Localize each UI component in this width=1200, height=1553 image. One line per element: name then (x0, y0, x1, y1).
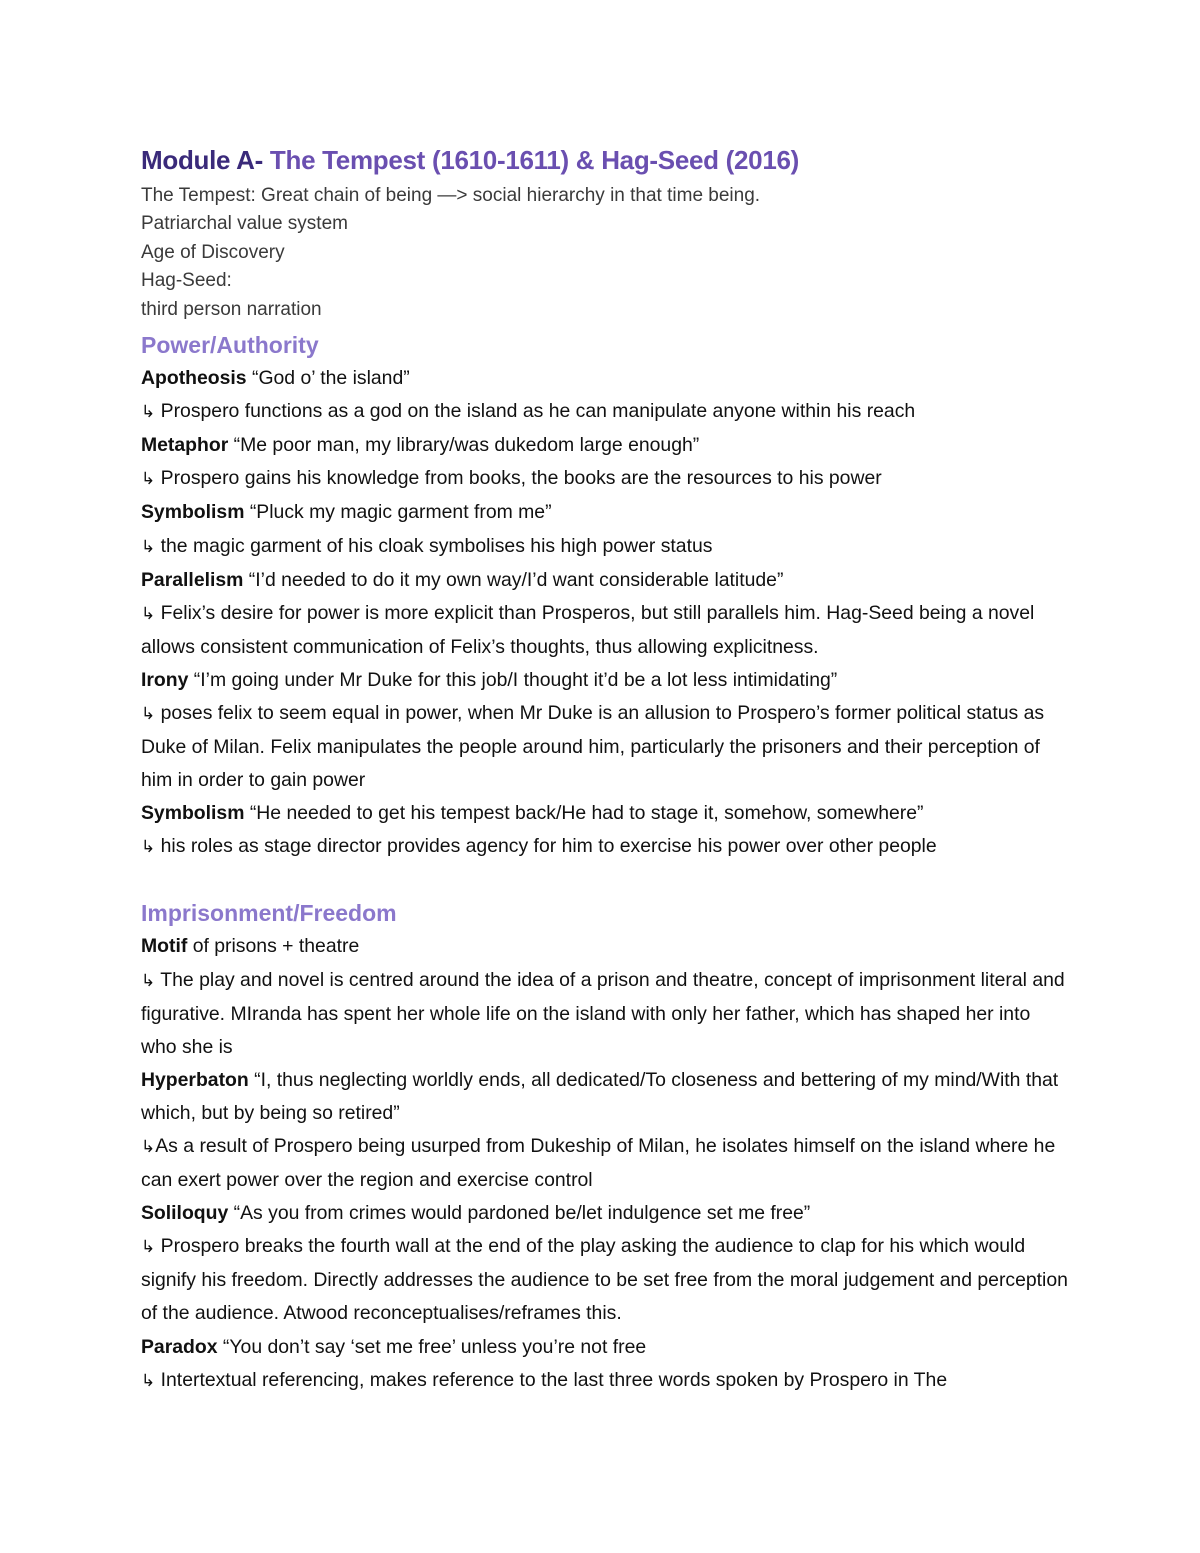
entry-quote: “Pluck my magic garment from me” (244, 501, 552, 524)
entry-term-line (141, 1064, 1071, 1130)
entry-explanation (141, 530, 1071, 564)
entry-explanation (141, 830, 1071, 864)
entry-quote: “You don’t say ‘set me free’ unless you’re not free (217, 1335, 647, 1358)
arrow-icon: ↳ (141, 402, 156, 423)
entry-term-line (141, 362, 1071, 395)
arrow-icon: ↳ (141, 1237, 156, 1258)
arrow-icon: ↳ (141, 469, 156, 490)
entry-quote: “As you from crimes would pardoned be/let indulgence set me free” (228, 1202, 811, 1225)
literary-technique: Irony (141, 668, 189, 691)
intro-line: third person narration (141, 298, 322, 320)
section-body-power-authority (141, 362, 1071, 864)
explanation-text: Intertextual referencing, makes reference to the last three words spoken by Prospero in The (160, 1368, 948, 1391)
entry-term-line (141, 1331, 1071, 1364)
page-title (141, 142, 1071, 178)
explanation-text: As a result of Prospero being usurped from Dukeship of Milan, he isolates himself on the island where he can exert power over the region and exercise control (141, 1135, 1056, 1192)
arrow-icon: ↳ (141, 703, 156, 724)
intro-notes (141, 182, 1071, 324)
entry-term-line (141, 564, 1071, 597)
title-prefix: Module A- (141, 145, 270, 175)
literary-technique: Paradox (141, 1335, 218, 1358)
arrow-icon: ↳ (141, 603, 156, 624)
entry-quote: “God o’ the island” (246, 367, 410, 390)
entry-term-line (141, 429, 1071, 462)
entry-explanation (141, 964, 1071, 1064)
literary-technique: Parallelism (141, 568, 244, 591)
entry-explanation (141, 462, 1071, 496)
literary-technique: Symbolism (141, 501, 245, 524)
intro-line: The Tempest: Great chain of being —> social hierarchy in that time being. (141, 185, 761, 206)
document-page (141, 142, 1071, 1398)
entry-explanation (141, 697, 1071, 797)
entry-quote: “I’d needed to do it my own way/I’d want considerable latitude” (243, 568, 784, 591)
literary-technique: Motif (141, 935, 188, 958)
literary-technique: Symbolism (141, 802, 245, 825)
literary-technique: Metaphor (141, 434, 229, 457)
explanation-text: Felix’s desire for power is more explicit than Prosperos, but still parallels him. Hag-Seed being a novel allows consistent communication of Felix’s thoughts, thus allowing explicitness. (141, 601, 1035, 658)
explanation-text: Prospero gains his knowledge from books, the books are the resources to his power (160, 467, 882, 490)
arrow-icon: ↳ (141, 837, 156, 858)
entry-term-line (141, 496, 1071, 529)
title-text: The Tempest (1610-1611) & Hag-Seed (2016) (269, 145, 800, 175)
intro-line: Hag-Seed: (141, 270, 232, 292)
entry-quote: “Me poor man, my library/was dukedom large enough” (228, 434, 700, 457)
literary-technique: Apotheosis (141, 367, 247, 390)
explanation-text: Prospero functions as a god on the island as he can manipulate anyone within his reach (160, 400, 916, 423)
entry-explanation (141, 1230, 1071, 1330)
literary-technique: Hyperbaton (141, 1068, 249, 1091)
entry-quote: “He needed to get his tempest back/He had to stage it, somehow, somewhere” (244, 802, 924, 825)
explanation-text: the magic garment of his cloak symbolises his high power status (160, 534, 713, 557)
entry-term-line (141, 1197, 1071, 1230)
entry-explanation (141, 1130, 1071, 1197)
explanation-text: Prospero breaks the fourth wall at the end of the play asking the audience to clap for his which would signify his freedom. Directly addresses the audience to be set free from the moral judgement and perception of the audience. Atwood reconceptualises/reframes this. (141, 1235, 1068, 1325)
section-body-imprisonment-freedom (141, 930, 1071, 1397)
intro-line: Age of Discovery (141, 241, 285, 263)
section-heading-power-authority: Power/Authority (141, 332, 319, 359)
entry-quote: “I’m going under Mr Duke for this job/I thought it’d be a lot less intimidating” (188, 668, 838, 691)
entry-quote: of prisons + theatre (187, 935, 360, 958)
intro-line: Patriarchal value system (141, 213, 348, 235)
arrow-icon: ↳ (141, 1137, 156, 1157)
explanation-text: poses felix to seem equal in power, when Mr Duke is an allusion to Prospero’s former political status as Duke of Milan. Felix manipulates the people around him, particularly the prisoners and their perception of him in order to gain power (141, 701, 1045, 792)
entry-term-line (141, 664, 1071, 697)
arrow-icon: ↳ (141, 1370, 156, 1391)
arrow-icon: ↳ (141, 970, 156, 991)
explanation-text: his roles as stage director provides agency for him to exercise his power over other people (160, 835, 937, 858)
section-heading-imprisonment-freedom: Imprisonment/Freedom (141, 900, 397, 927)
arrow-icon: ↳ (141, 536, 156, 557)
entry-quote: “I, thus neglecting worldly ends, all dedicated/To closeness and bettering of my mind/With that which, but by being so retired” (141, 1068, 1059, 1124)
entry-term-line (141, 797, 1071, 830)
explanation-text: The play and novel is centred around the idea of a prison and theatre, concept of imprisonment literal and figurative. MIranda has spent her whole life on the island with only her father, which has shaped her into who she is (141, 968, 1065, 1058)
literary-technique: Soliloquy (141, 1202, 229, 1225)
entry-term-line (141, 930, 1071, 963)
entry-explanation (141, 597, 1071, 664)
entry-explanation (141, 1364, 1071, 1398)
entry-explanation (141, 395, 1071, 429)
